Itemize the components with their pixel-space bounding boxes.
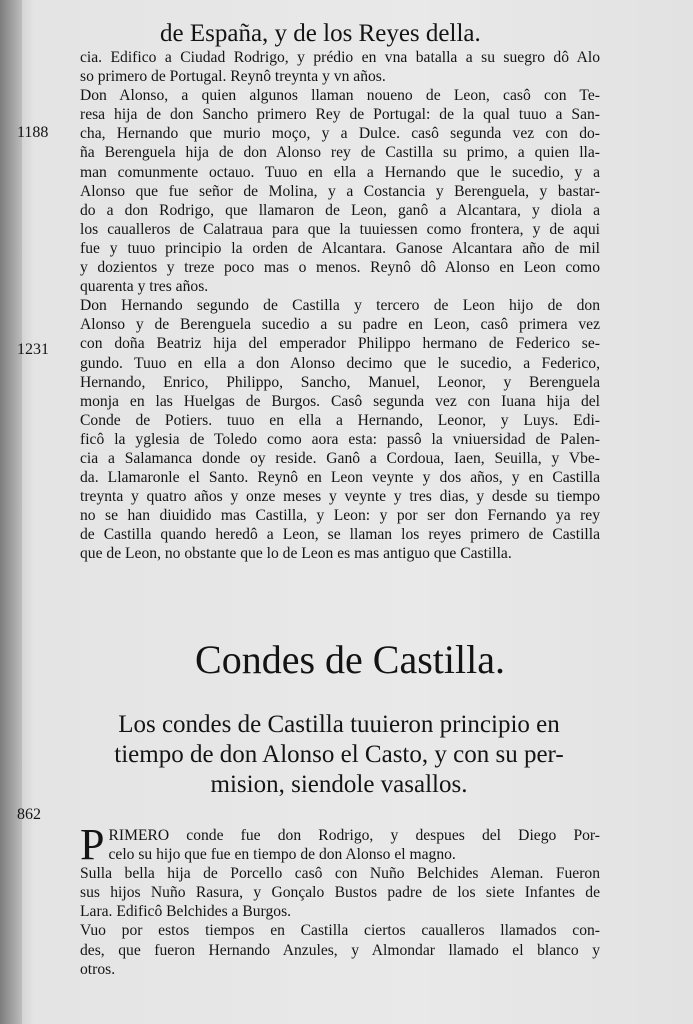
text-line: so primero de Portugal. Reynô treynta y vn años. bbox=[80, 68, 386, 86]
text-line: celo su hijo que fue en tiempo de don Alonso el magno. bbox=[108, 846, 456, 864]
section-subtitle bbox=[76, 710, 602, 800]
subtitle-line: Los condes de Castilla tuuieron principio en bbox=[118, 711, 560, 738]
text-line: gundo. Tuuo en ella a don Alonso decimo que le sucedio, a Federico, bbox=[80, 354, 600, 372]
text-line: Conde de Potiers. tuuo en ella a Hernando, Leonor, y Luys. Edi- bbox=[80, 411, 600, 429]
text-line: Alonso que fue señor de Molina, y a Costancia y Berenguela, y bastar- bbox=[80, 182, 600, 200]
text-line: Hernando, Enrico, Philippo, Sancho, Manuel, Leonor, y Berenguela bbox=[80, 373, 600, 391]
book-gutter bbox=[0, 0, 22, 1024]
running-head: de España, y de los Reyes della. bbox=[160, 20, 481, 47]
text-line: sus hijos Nuño Rasura, y Gonçalo Bustos padre de los siete Infantes de bbox=[80, 884, 600, 902]
subtitle-line: tiempo de don Alonso el Casto, y con su per- bbox=[114, 741, 564, 768]
text-line: de Castilla quando heredô a Leon, se llaman los reyes primero de Castilla bbox=[80, 526, 600, 544]
text-line: cia a Salamanca donde oy reside. Ganô a Cordoua, Iaen, Seuilla, y Vbe- bbox=[80, 449, 600, 467]
text-line: do a don Rodrigo, que llamaron de Leon, ganô a Alcantara, y diola a bbox=[80, 201, 600, 219]
text-line: cha, Hernando que murio moço, y a Dulce. casô segunda vez con do- bbox=[80, 125, 600, 143]
text-line: Lara. Edificô Belchides a Burgos. bbox=[80, 903, 292, 921]
text-line: Sulla bella hija de Porcello casô con Nuño Belchides Aleman. Fueron bbox=[80, 865, 600, 883]
margin-year: 862 bbox=[17, 806, 41, 823]
text-line: y dozientos y treze poco mas o menos. Reynô dô Alonso en Leon como bbox=[80, 259, 600, 277]
text-line: Don Hernando segundo de Castilla y tercero de Leon hijo de don bbox=[80, 297, 600, 315]
margin-year: 1231 bbox=[17, 341, 49, 358]
catchword: otros. bbox=[80, 960, 116, 978]
text-line: Don Alonso, a quien algunos llaman noueno de Leon, casô con Te- bbox=[80, 87, 600, 105]
text-line: Vuo por estos tiempos en Castilla ciertos caualleros llamados con- bbox=[80, 922, 600, 940]
text-line: fue y tuuo principio la orden de Alcantara. Ganose Alcantara año de mil bbox=[80, 239, 600, 257]
text-line: ficô la yglesia de Toledo como aora esta: passô la vniuersidad de Palen- bbox=[80, 430, 600, 448]
text-line: cia. Edifico a Ciudad Rodrigo, y prédio en vna batalla a su suegro dô Alo bbox=[80, 49, 600, 66]
text-line: RIMERO conde fue don Rodrigo, y despues del Diego Por- bbox=[108, 827, 600, 844]
text-line: los caualleros de Calatraua para que la tuuiessen como frontera, y de aqui bbox=[80, 220, 600, 238]
text-line: quarenta y tres años. bbox=[80, 278, 209, 296]
text-line: ña Berenguela hija de don Alonso rey de Castilla su primo, a quien lla- bbox=[80, 144, 600, 162]
text-line: man comunmente octauo. Tuuo en ella a Hernando que le sucedio, y a bbox=[80, 163, 600, 181]
drop-cap: P bbox=[80, 820, 105, 869]
text-line: con doña Beatriz hija del emperador Philippo hermano de Federico se- bbox=[80, 335, 600, 353]
subtitle-line: mision, siendole vasallos. bbox=[210, 771, 468, 798]
text-line: des, que fueron Hernando Anzules, y Almondar llamado el blanco y bbox=[80, 941, 600, 959]
section-title: Condes de Castilla. bbox=[195, 637, 505, 682]
text-line: da. Llamaronle el Santo. Reynô en Leon veynte y dos años, y en Castilla bbox=[80, 469, 600, 487]
text-line: no se han diuidido mas Castilla, y Leon: y por ser don Fernando ya rey bbox=[80, 507, 600, 525]
body-text-block-condes bbox=[80, 820, 600, 979]
text-line: Alonso y de Berenguela sucedio a su padre en Leon, casô primera vez bbox=[80, 316, 600, 334]
text-line: que de Leon, no obstante que lo de Leon es mas antiguo que Castilla. bbox=[80, 545, 512, 563]
text-line: resa hija de don Sancho primero Rey de Portugal: de la qual tuuo a San- bbox=[80, 106, 600, 124]
text-line: treynta y quatro años y onze meses y veynte y tres dias, y desde su tiempo bbox=[80, 488, 600, 506]
margin-year: 1188 bbox=[17, 124, 49, 141]
text-line: monja en las Huelgas de Burgos. Casô segunda vez con Iuana hija del bbox=[80, 392, 600, 410]
body-text-block bbox=[80, 48, 600, 564]
